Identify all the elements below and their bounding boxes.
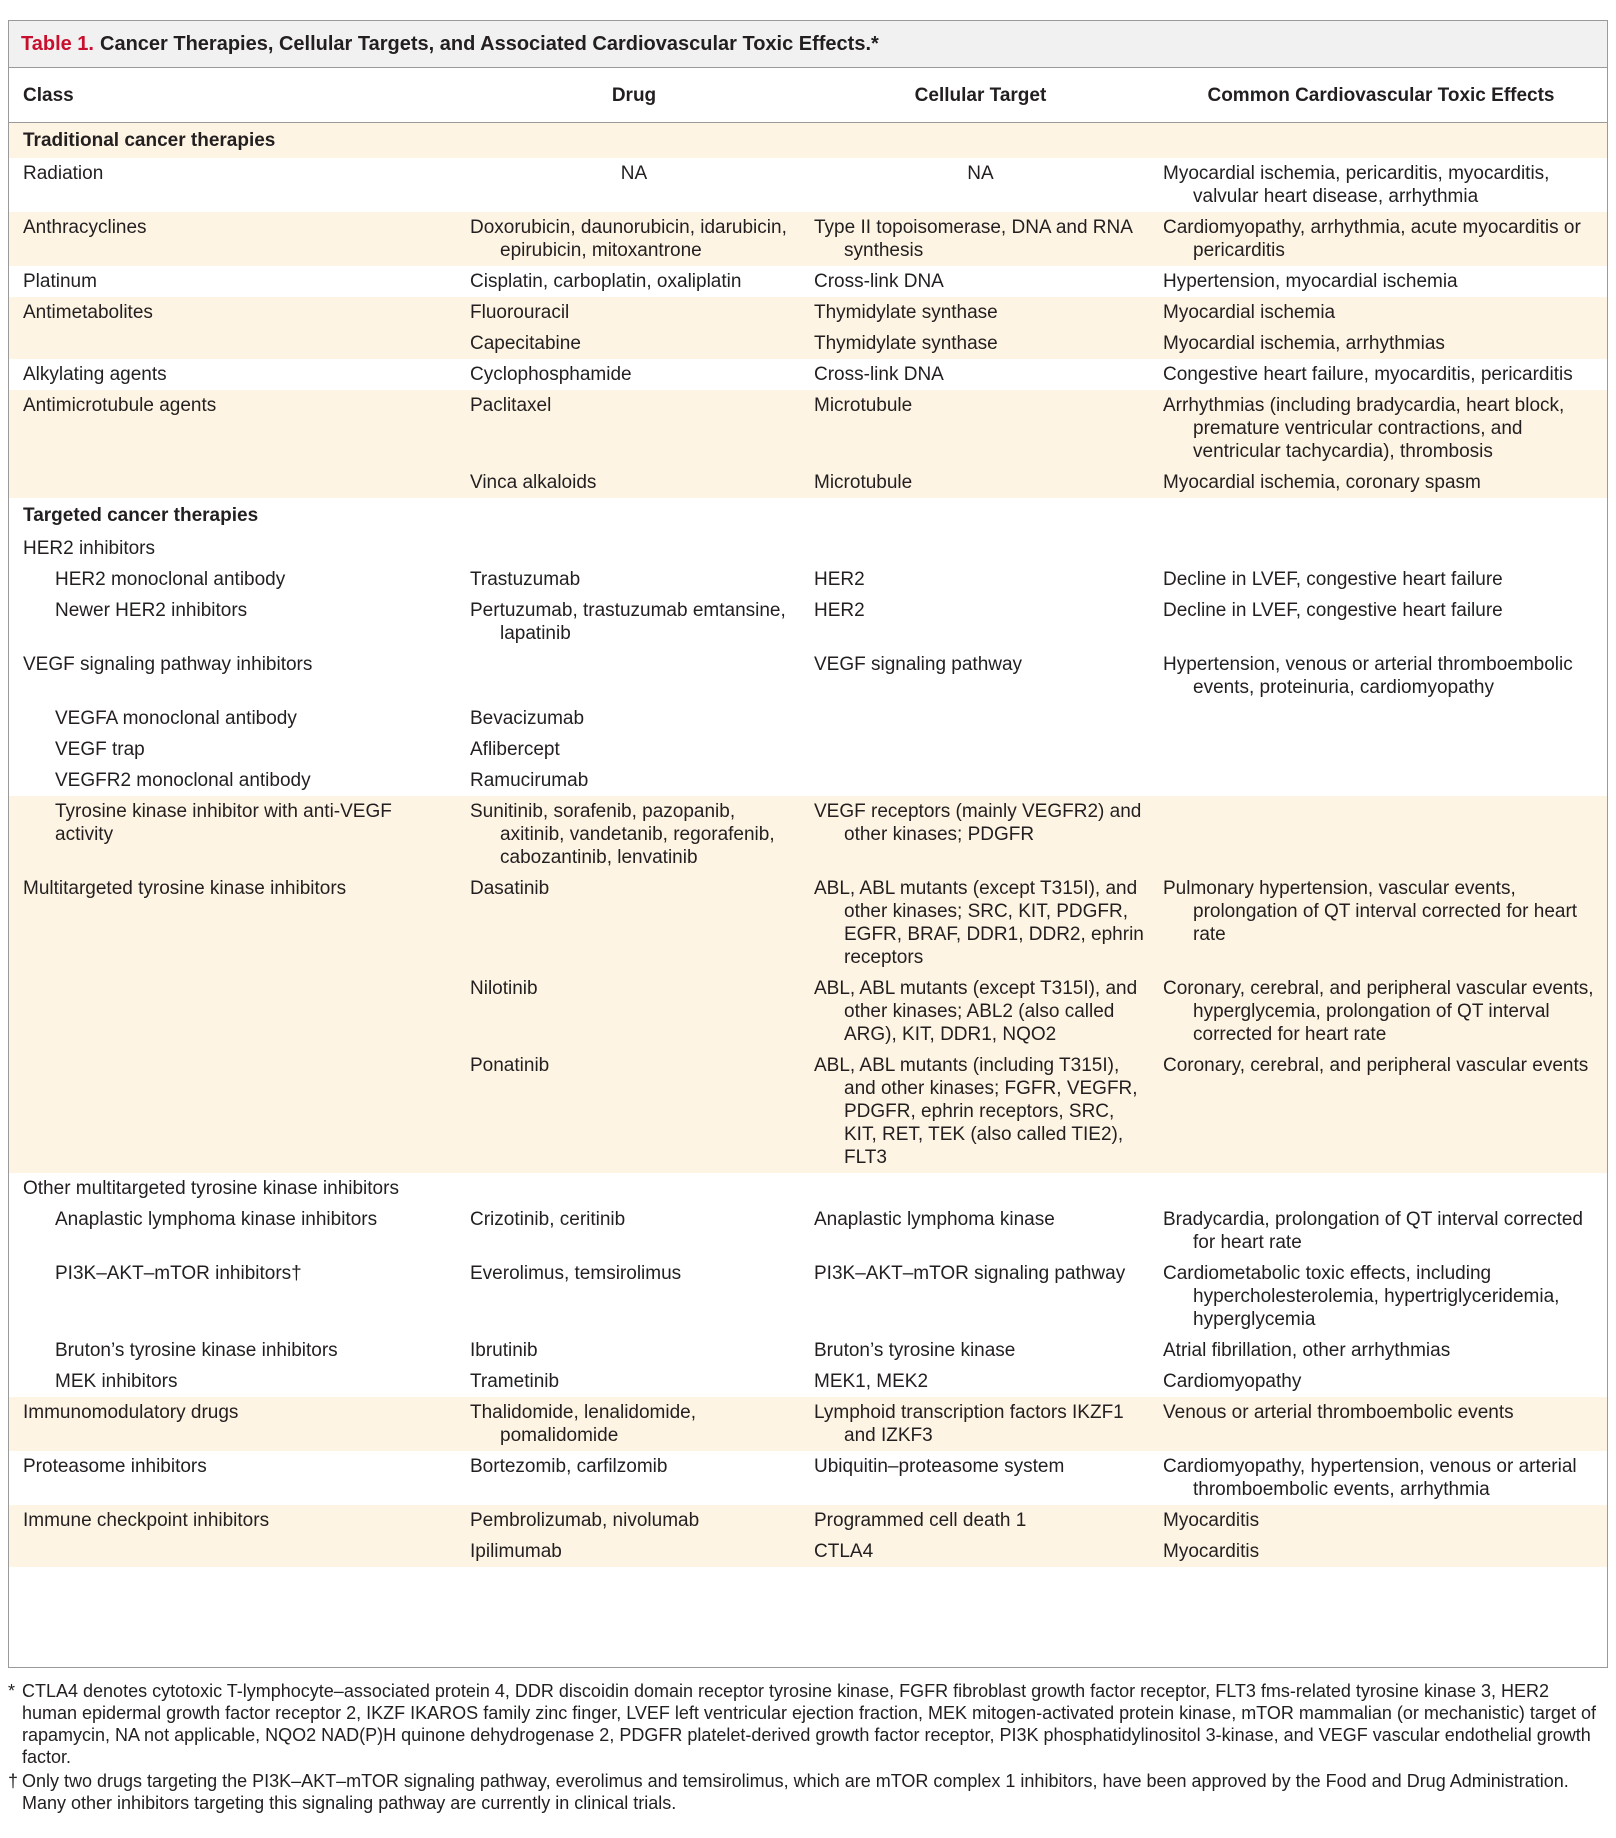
cell-target — [806, 467, 1155, 498]
cell-effects — [1155, 734, 1607, 765]
table-row — [9, 973, 1607, 1050]
cell-class — [9, 533, 462, 564]
cell-target-text: Lymphoid transcription factors IKZF1 and IZKF3 — [814, 1402, 1124, 1446]
cell-drug-text: Paclitaxel — [470, 395, 552, 416]
cell-drug — [462, 1335, 806, 1366]
table-row — [9, 1536, 1607, 1567]
cell-target-text: ABL, ABL mutants (including T315I), and other kinases; FGFR, VEGFR, PDGFR, ephrin receptors, SRC, KIT, RET, TEK (also called TIE2), FLT3 — [814, 1055, 1138, 1168]
table-body — [9, 123, 1607, 1568]
cell-target — [806, 1505, 1155, 1536]
cell-target-text: VEGF signaling pathway — [814, 654, 1023, 675]
cell-effects — [1155, 1050, 1607, 1173]
cell-effects — [1155, 703, 1607, 734]
cell-drug — [462, 703, 806, 734]
cell-effects — [1155, 765, 1607, 796]
cell-drug-text: Bevacizumab — [470, 708, 585, 729]
cell-effects — [1155, 873, 1607, 973]
cell-effects-text: Myocardial ischemia, pericarditis, myocarditis, valvular heart disease, arrhythmia — [1163, 163, 1550, 207]
cell-effects — [1155, 297, 1607, 328]
cell-class-text: Immunomodulatory drugs — [23, 1402, 239, 1423]
cell-effects — [1155, 1173, 1607, 1204]
cell-drug-text: Everolimus, temsirolimus — [470, 1263, 682, 1284]
cell-drug — [462, 1451, 806, 1505]
footnotes — [8, 1680, 1608, 1816]
cell-effects — [1155, 1366, 1607, 1397]
cell-drug-text: Cyclophosphamide — [470, 364, 632, 385]
cell-class — [9, 359, 462, 390]
cell-effects-text: Cardiomyopathy — [1163, 1371, 1302, 1392]
cell-class-text: Anthracyclines — [23, 217, 147, 238]
cell-target-text: MEK1, MEK2 — [814, 1371, 929, 1392]
table-row — [9, 1258, 1607, 1335]
cell-class — [9, 1397, 462, 1451]
cell-target-text: Thymidylate synthase — [814, 302, 998, 323]
cell-drug — [462, 1050, 806, 1173]
table-row — [9, 765, 1607, 796]
cell-class — [9, 328, 462, 359]
cell-effects — [1155, 1397, 1607, 1451]
cell-drug — [462, 765, 806, 796]
cell-effects — [1155, 533, 1607, 564]
cell-class — [9, 703, 462, 734]
cell-target — [806, 1451, 1155, 1505]
table-row — [9, 533, 1607, 564]
cell-target — [806, 212, 1155, 266]
cell-effects — [1155, 328, 1607, 359]
cell-effects-text: Arrhythmias (including bradycardia, heart block, premature ventricular contractions, and ventricular tachycardia), thrombosis — [1163, 395, 1565, 462]
footnote-mark: * — [8, 1681, 16, 1701]
cell-class — [9, 266, 462, 297]
table-row — [9, 297, 1607, 328]
cell-effects-text: Bradycardia, prolongation of QT interval corrected for heart rate — [1163, 1209, 1583, 1253]
cell-effects — [1155, 595, 1607, 649]
cell-target-text: Ubiquitin–proteasome system — [814, 1456, 1065, 1477]
cell-drug-text: Trametinib — [470, 1371, 560, 1392]
cell-target — [806, 1050, 1155, 1173]
footnote — [8, 1680, 1608, 1768]
cell-drug — [462, 297, 806, 328]
cell-target — [806, 359, 1155, 390]
cell-drug-text: NA — [620, 163, 648, 184]
cell-drug-text: Doxorubicin, daunorubicin, idarubicin, epirubicin, mitoxantrone — [470, 217, 787, 261]
cell-target — [806, 765, 1155, 796]
table-row — [9, 328, 1607, 359]
cell-target — [806, 564, 1155, 595]
footnote-mark: † — [8, 1771, 19, 1791]
cell-class — [9, 158, 462, 212]
cell-effects-text: Decline in LVEF, congestive heart failure — [1163, 600, 1503, 621]
cell-drug — [462, 873, 806, 973]
data-table — [9, 68, 1607, 1567]
cell-class-text: HER2 monoclonal antibody — [55, 569, 286, 590]
cell-target-text: Cross-link DNA — [814, 271, 944, 292]
cell-drug-text: Dasatinib — [470, 878, 550, 899]
cell-target — [806, 1204, 1155, 1258]
cell-drug — [462, 328, 806, 359]
cell-effects-text: Hypertension, myocardial ischemia — [1163, 271, 1458, 292]
cell-effects — [1155, 212, 1607, 266]
cell-drug-text: Pembrolizumab, nivolumab — [470, 1510, 700, 1531]
cell-effects-text: Venous or arterial thromboembolic events — [1163, 1402, 1514, 1423]
cell-drug-text: Cisplatin, carboplatin, oxaliplatin — [470, 271, 742, 292]
cell-effects-text: Coronary, cerebral, and peripheral vascular events — [1163, 1055, 1589, 1076]
cell-effects-text: Myocardial ischemia — [1163, 302, 1336, 323]
cell-effects — [1155, 564, 1607, 595]
table-row — [9, 1397, 1607, 1451]
table-label: Table 1. — [21, 32, 94, 55]
cell-target-text: Programmed cell death 1 — [814, 1510, 1027, 1531]
cell-class-text: Proteasome inhibitors — [23, 1456, 207, 1477]
cell-class-text: VEGF trap — [55, 739, 145, 760]
cell-effects — [1155, 1258, 1607, 1335]
table-title: Cancer Therapies, Cellular Targets, and Associated Cardiovascular Toxic Effects.* — [100, 32, 879, 55]
cell-drug — [462, 467, 806, 498]
cell-class-text: Multitargeted tyrosine kinase inhibitors — [23, 878, 347, 899]
cell-effects-text: Hypertension, venous or arterial thromboembolic events, proteinuria, cardiomyopathy — [1163, 654, 1573, 698]
cell-class-text: Antimetabolites — [23, 302, 153, 323]
cell-target-text: PI3K–AKT–mTOR signaling pathway — [814, 1263, 1126, 1284]
cell-target — [806, 649, 1155, 703]
table-row — [9, 158, 1607, 212]
section-row — [9, 123, 1607, 159]
header-drug: Drug — [462, 68, 806, 123]
cell-drug-text: Crizotinib, ceritinib — [470, 1209, 626, 1230]
cell-effects-text: Congestive heart failure, myocarditis, pericarditis — [1163, 364, 1573, 385]
cell-target-text: Cross-link DNA — [814, 364, 944, 385]
cell-drug-text: Ipilimumab — [470, 1541, 562, 1562]
cell-effects — [1155, 796, 1607, 873]
table-row — [9, 390, 1607, 467]
cell-target-text: Bruton’s tyrosine kinase — [814, 1340, 1016, 1361]
table-row — [9, 734, 1607, 765]
cell-class — [9, 564, 462, 595]
cell-drug — [462, 1536, 806, 1567]
cell-drug — [462, 595, 806, 649]
cell-effects — [1155, 266, 1607, 297]
cell-drug — [462, 1397, 806, 1451]
cell-target-text: Type II topoisomerase, DNA and RNA synthesis — [814, 217, 1132, 261]
cell-target — [806, 703, 1155, 734]
cell-drug — [462, 1258, 806, 1335]
cell-class-text: Alkylating agents — [23, 364, 167, 385]
cell-drug — [462, 973, 806, 1050]
cell-class-text: PI3K–AKT–mTOR inhibitors† — [55, 1263, 302, 1284]
cell-class-text: Tyrosine kinase inhibitor with anti-VEGF activity — [55, 801, 392, 845]
table-row — [9, 873, 1607, 973]
cell-target — [806, 158, 1155, 212]
cell-class — [9, 1335, 462, 1366]
cell-class — [9, 1173, 462, 1204]
cell-target — [806, 533, 1155, 564]
cell-effects — [1155, 359, 1607, 390]
cell-effects-text: Pulmonary hypertension, vascular events, prolongation of QT interval corrected for heart rate — [1163, 878, 1578, 945]
cell-effects-text: Myocardial ischemia, arrhythmias — [1163, 333, 1445, 354]
footnote-text: Only two drugs targeting the PI3K–AKT–mTOR signaling pathway, everolimus and temsirolimus, which are mTOR complex 1 inhibitors, have been approved by the Food and Drug Administration. Many other inhibitors targeting this signaling pathway are currently in clinical trials. — [22, 1771, 1569, 1813]
cell-effects-text: Cardiomyopathy, hypertension, venous or arterial thromboembolic events, arrhythmia — [1163, 1456, 1577, 1500]
cell-drug — [462, 1505, 806, 1536]
table-row — [9, 1505, 1607, 1536]
cell-effects — [1155, 1451, 1607, 1505]
cell-target-text: Microtubule — [814, 472, 913, 493]
cell-target — [806, 1536, 1155, 1567]
cell-drug-text: Trastuzumab — [470, 569, 581, 590]
cell-target — [806, 390, 1155, 467]
cell-class-text: Radiation — [23, 163, 104, 184]
table-row — [9, 796, 1607, 873]
table-row — [9, 266, 1607, 297]
cell-drug-text: Ponatinib — [470, 1055, 550, 1076]
cell-drug-text: Ibrutinib — [470, 1340, 538, 1361]
section-heading: Traditional cancer therapies — [9, 123, 1607, 159]
cell-effects-text: Coronary, cerebral, and peripheral vascular events, hyperglycemia, prolongation of QT interval corrected for heart rate — [1163, 978, 1594, 1045]
cell-effects — [1155, 1335, 1607, 1366]
cell-drug-text: Capecitabine — [470, 333, 581, 354]
cell-drug — [462, 533, 806, 564]
cell-target-text: NA — [967, 163, 994, 184]
cell-effects — [1155, 1204, 1607, 1258]
cell-drug-text: Fluorouracil — [470, 302, 570, 323]
cell-class — [9, 595, 462, 649]
cell-class — [9, 973, 462, 1050]
cell-target-text: Thymidylate synthase — [814, 333, 998, 354]
cell-class — [9, 467, 462, 498]
cell-class — [9, 1451, 462, 1505]
cell-class-text: HER2 inhibitors — [23, 538, 155, 559]
cell-drug-text: Sunitinib, sorafenib, pazopanib, axitinib, vandetanib, regorafenib, cabozantinib, lenvatinib — [470, 801, 775, 868]
cell-drug — [462, 1173, 806, 1204]
table-row — [9, 467, 1607, 498]
cell-effects — [1155, 467, 1607, 498]
cell-class-text: Bruton’s tyrosine kinase inhibitors — [55, 1340, 338, 1361]
table-row — [9, 1050, 1607, 1173]
cell-drug — [462, 649, 806, 703]
cell-class — [9, 297, 462, 328]
cell-drug — [462, 734, 806, 765]
cell-drug-text: Aflibercept — [470, 739, 560, 760]
cell-target — [806, 1366, 1155, 1397]
table-row — [9, 703, 1607, 734]
cell-effects — [1155, 649, 1607, 703]
cell-target-text: ABL, ABL mutants (except T315I), and other kinases; SRC, KIT, PDGFR, EGFR, BRAF, DDR1, DDR2, ephrin receptors — [814, 878, 1144, 968]
cell-class — [9, 1505, 462, 1536]
cell-target-text: CTLA4 — [814, 1541, 874, 1562]
cell-effects-text: Cardiomyopathy, arrhythmia, acute myocarditis or pericarditis — [1163, 217, 1581, 261]
cell-effects-text: Decline in LVEF, congestive heart failure — [1163, 569, 1503, 590]
cell-effects — [1155, 1536, 1607, 1567]
cell-class — [9, 796, 462, 873]
cell-class-text: Newer HER2 inhibitors — [55, 600, 248, 621]
table-row — [9, 564, 1607, 595]
table-row — [9, 649, 1607, 703]
cell-class-text: VEGF signaling pathway inhibitors — [23, 654, 313, 675]
cell-drug-text: Bortezomib, carfilzomib — [470, 1456, 668, 1477]
cell-target — [806, 1173, 1155, 1204]
cell-class — [9, 1204, 462, 1258]
cell-target-text: Microtubule — [814, 395, 913, 416]
cell-target — [806, 297, 1155, 328]
cell-drug — [462, 359, 806, 390]
cell-class — [9, 649, 462, 703]
cell-target-text: HER2 — [814, 569, 865, 590]
cell-target — [806, 1397, 1155, 1451]
cell-class-text: Immune checkpoint inhibitors — [23, 1510, 270, 1531]
table-row — [9, 359, 1607, 390]
table-row — [9, 212, 1607, 266]
cell-target — [806, 1335, 1155, 1366]
cell-target — [806, 595, 1155, 649]
cell-class — [9, 212, 462, 266]
cell-drug — [462, 796, 806, 873]
table-row — [9, 595, 1607, 649]
cell-class-text: MEK inhibitors — [55, 1371, 178, 1392]
cell-effects-text: Myocarditis — [1163, 1510, 1260, 1531]
cell-target-text: ABL, ABL mutants (except T315I), and other kinases; ABL2 (also called ARG), KIT, DDR1, NQO2 — [814, 978, 1138, 1045]
cell-drug — [462, 266, 806, 297]
cell-target — [806, 734, 1155, 765]
cell-target — [806, 873, 1155, 973]
cell-target — [806, 1258, 1155, 1335]
cell-target-text: HER2 — [814, 600, 865, 621]
cell-class — [9, 1258, 462, 1335]
cell-drug — [462, 212, 806, 266]
cell-target — [806, 796, 1155, 873]
cell-target — [806, 973, 1155, 1050]
cell-effects-text: Atrial fibrillation, other arrhythmias — [1163, 1340, 1451, 1361]
cell-target — [806, 266, 1155, 297]
cell-class-text: VEGFR2 monoclonal antibody — [55, 770, 311, 791]
header-class: Class — [9, 68, 462, 123]
table-row — [9, 1173, 1607, 1204]
cell-class-text: Antimicrotubule agents — [23, 395, 217, 416]
header-row — [9, 68, 1607, 123]
cell-effects — [1155, 390, 1607, 467]
cell-class — [9, 873, 462, 973]
cell-class — [9, 1536, 462, 1567]
footnote — [8, 1770, 1608, 1814]
cell-drug — [462, 1204, 806, 1258]
cell-effects-text: Myocarditis — [1163, 1541, 1260, 1562]
cell-target-text: VEGF receptors (mainly VEGFR2) and other kinases; PDGFR — [814, 801, 1142, 845]
cell-target-text: Anaplastic lymphoma kinase — [814, 1209, 1055, 1230]
cell-drug-text: Thalidomide, lenalidomide, pomalidomide — [470, 1402, 697, 1446]
cell-drug-text: Vinca alkaloids — [470, 472, 597, 493]
cell-drug — [462, 390, 806, 467]
cell-class-text: Platinum — [23, 271, 97, 292]
cell-class-text: VEGFA monoclonal antibody — [55, 708, 297, 729]
cell-class-text: Other multitargeted tyrosine kinase inhibitors — [23, 1178, 399, 1199]
table-row — [9, 1204, 1607, 1258]
cell-class-text: Anaplastic lymphoma kinase inhibitors — [55, 1209, 378, 1230]
cell-class — [9, 390, 462, 467]
cell-effects — [1155, 158, 1607, 212]
cell-class — [9, 1366, 462, 1397]
cell-drug — [462, 158, 806, 212]
table-row — [9, 1335, 1607, 1366]
table-frame — [8, 20, 1608, 1668]
cell-drug — [462, 1366, 806, 1397]
section-row — [9, 498, 1607, 533]
table-row — [9, 1451, 1607, 1505]
header-effects: Common Cardiovascular Toxic Effects — [1155, 68, 1607, 123]
cell-drug-text: Ramucirumab — [470, 770, 589, 791]
cell-drug-text: Nilotinib — [470, 978, 538, 999]
cell-class — [9, 1050, 462, 1173]
header-target: Cellular Target — [806, 68, 1155, 123]
section-heading: Targeted cancer therapies — [23, 505, 259, 526]
cell-class — [9, 734, 462, 765]
table-title-bar — [9, 21, 1607, 68]
cell-effects — [1155, 1505, 1607, 1536]
cell-effects — [1155, 973, 1607, 1050]
table-row — [9, 1366, 1607, 1397]
cell-drug — [462, 564, 806, 595]
cell-effects-text: Myocardial ischemia, coronary spasm — [1163, 472, 1481, 493]
cell-class — [9, 765, 462, 796]
cell-drug-text: Pertuzumab, trastuzumab emtansine, lapatinib — [470, 600, 786, 644]
cell-target — [806, 328, 1155, 359]
footnote-text: CTLA4 denotes cytotoxic T-lymphocyte–associated protein 4, DDR discoidin domain receptor tyrosine kinase, FGFR fibroblast growth factor receptor, FLT3 fms-related tyrosine kinase 3, HER2 human epidermal growth factor receptor 2, IKZF IKAROS family zinc finger, LVEF left ventricular ejection fraction, MEK mitogen-activated protein kinase, mTOR mammalian (or mechanistic) target of rapamycin, NA not applicable, NQO2 NAD(P)H quinone dehydrogenase 2, PDGFR platelet-derived growth factor receptor, PI3K phosphatidylinositol 3-kinase, and VEGF vascular endothelial growth factor. — [22, 1681, 1596, 1767]
cell-effects-text: Cardiometabolic toxic effects, including hypercholesterolemia, hypertriglyceridemia, hyperglycemia — [1163, 1263, 1560, 1330]
